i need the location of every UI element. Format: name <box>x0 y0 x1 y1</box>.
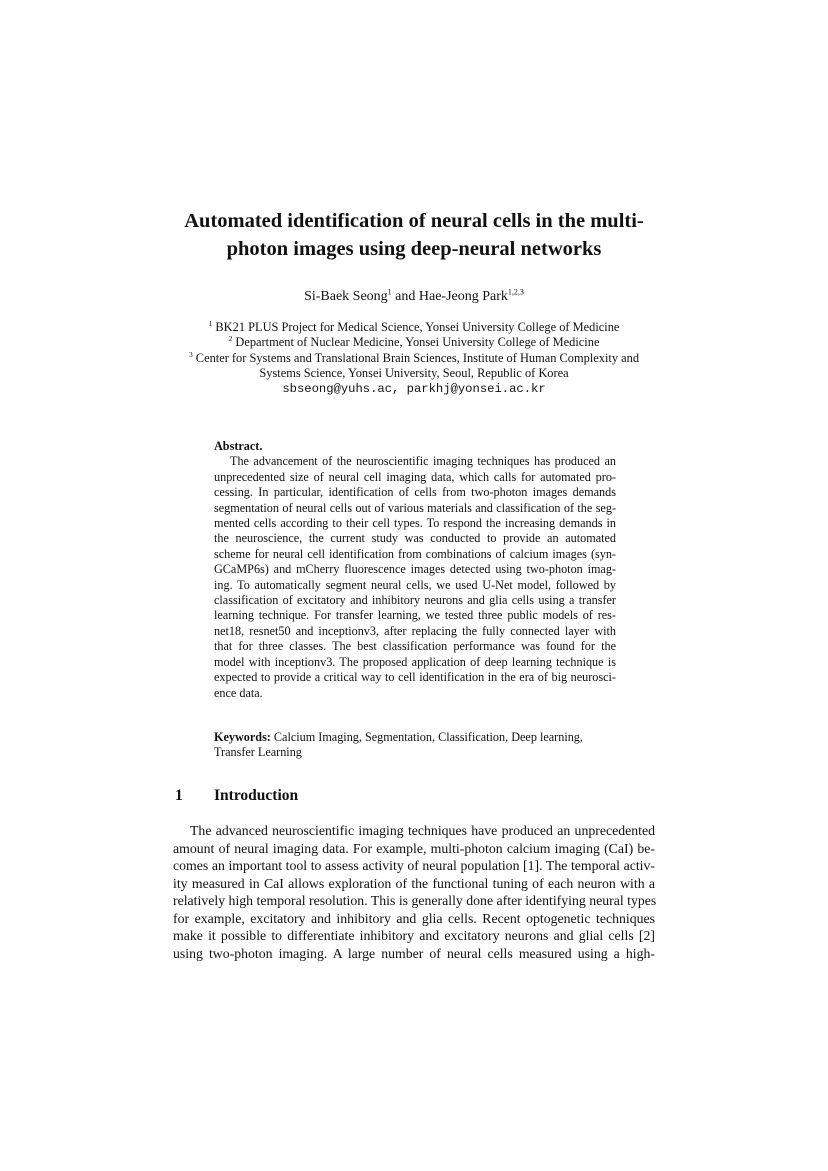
keywords-line <box>214 730 616 745</box>
body-line: for example, excitatory and inhibitory and glia cells. Recent optogenetic techniques <box>173 910 655 926</box>
body-line: comes an important tool to assess activity of neural population [1]. The temporal activ- <box>173 858 655 873</box>
section-title: Introduction <box>214 787 299 804</box>
abstract-line: expected to provide a critical way to cell identification in the era of big neurosci- <box>214 670 616 685</box>
abstract-heading: Abstract. <box>214 439 263 453</box>
abstract-line: classification of excitatory and inhibitory neurons and glia cells using a transfer <box>214 593 616 608</box>
body-line: The advanced neuroscientific imaging techniques have produced an unprecedented <box>190 823 655 838</box>
introduction-body <box>173 822 655 962</box>
title-line: photon images using deep-neural networks <box>226 238 602 260</box>
abstract-line: ence data. <box>214 685 263 700</box>
abstract-line: ing. To automatically segment neural cells, we used U-Net model, followed by <box>214 577 616 592</box>
abstract-line: mented cells according to their cell types. To respond the increasing demands in <box>214 516 616 531</box>
author-name: Si-Baek Seong <box>304 289 388 304</box>
affiliation-text: Department of Nuclear Medicine, Yonsei University College of Medicine <box>232 335 600 350</box>
affiliation-marker: 3 <box>188 349 193 359</box>
abstract-line: that for three classes. The best classification performance was found for the <box>214 639 616 654</box>
abstract <box>214 439 616 701</box>
author-name: Hae-Jeong Park <box>418 289 508 304</box>
affiliation-marker: 2 <box>228 334 233 344</box>
affiliation-line: Systems Science, Yonsei University, Seoul, Republic of Korea <box>259 366 569 381</box>
abstract-line: GCaMP6s) and mCherry fluorescence images detected using two-photon imag- <box>214 562 616 577</box>
author-affiliation-marker: 1,2,3 <box>507 287 524 297</box>
abstract-line: the neuroscience, the current study was conducted to provide an automated <box>214 531 616 546</box>
abstract-line: segmentation of neural cells out of various materials and classification of the seg- <box>214 500 616 515</box>
affiliation-line <box>150 320 678 335</box>
keywords-text: Calcium Imaging, Segmentation, Classification, Deep learning, <box>270 730 583 744</box>
abstract-line: cessing. In particular, identification of cells from two-photon images demands <box>214 485 616 500</box>
body-line: ity measured in CaI allows exploration of the functional tuning of each neuron with a <box>173 875 655 891</box>
section-heading <box>175 786 655 806</box>
body-line: amount of neural imaging data. For example, multi-photon calcium imaging (CaI) be- <box>173 840 655 856</box>
email-addresses: sbseong@yuhs.ac, parkhj@yonsei.ac.kr <box>282 381 546 396</box>
keywords <box>214 730 616 761</box>
abstract-line: The advancement of the neuroscientific imaging techniques has produced an <box>230 454 616 469</box>
title-line: Automated identification of neural cells in the multi- <box>184 210 644 232</box>
keywords-text: Transfer Learning <box>214 745 302 760</box>
affiliation-text: BK21 PLUS Project for Medical Science, Yonsei University College of Medicine <box>212 320 620 334</box>
body-line: make it possible to differentiate inhibitory and excitatory neurons and glial cells [2] <box>173 928 655 943</box>
affiliation-marker: 1 <box>208 318 213 328</box>
section-number: 1 <box>175 787 183 804</box>
author-affiliation-marker: 1 <box>387 287 392 297</box>
body-line: using two-photon imaging. A large number of neural cells measured using a high- <box>173 945 655 961</box>
body-line: relatively high temporal resolution. This is generally done after identifying neural types <box>173 893 657 908</box>
abstract-line: learning technique. For transfer learning, we tested three public models of res- <box>214 608 616 623</box>
affiliations <box>150 320 678 397</box>
abstract-line: net18, resnet50 and inceptionv3, after replacing the fully connected layer with <box>214 623 616 638</box>
keywords-label: Keywords: <box>214 730 271 744</box>
abstract-line: scheme for neural cell identification from combinations of calcium images (syn- <box>214 546 616 561</box>
paper-title <box>150 207 678 263</box>
author-separator: and <box>391 289 419 304</box>
affiliation-line <box>150 351 678 366</box>
abstract-line: unprecedented size of neural cell imaging data, which calls for automated pro- <box>214 469 616 484</box>
abstract-line: model with inceptionv3. The proposed application of deep learning technique is <box>214 654 616 669</box>
affiliation-text: Center for Systems and Translational Brain Sciences, Institute of Human Complexity and <box>192 350 640 365</box>
affiliation-line <box>150 335 678 350</box>
author-list <box>150 288 678 306</box>
